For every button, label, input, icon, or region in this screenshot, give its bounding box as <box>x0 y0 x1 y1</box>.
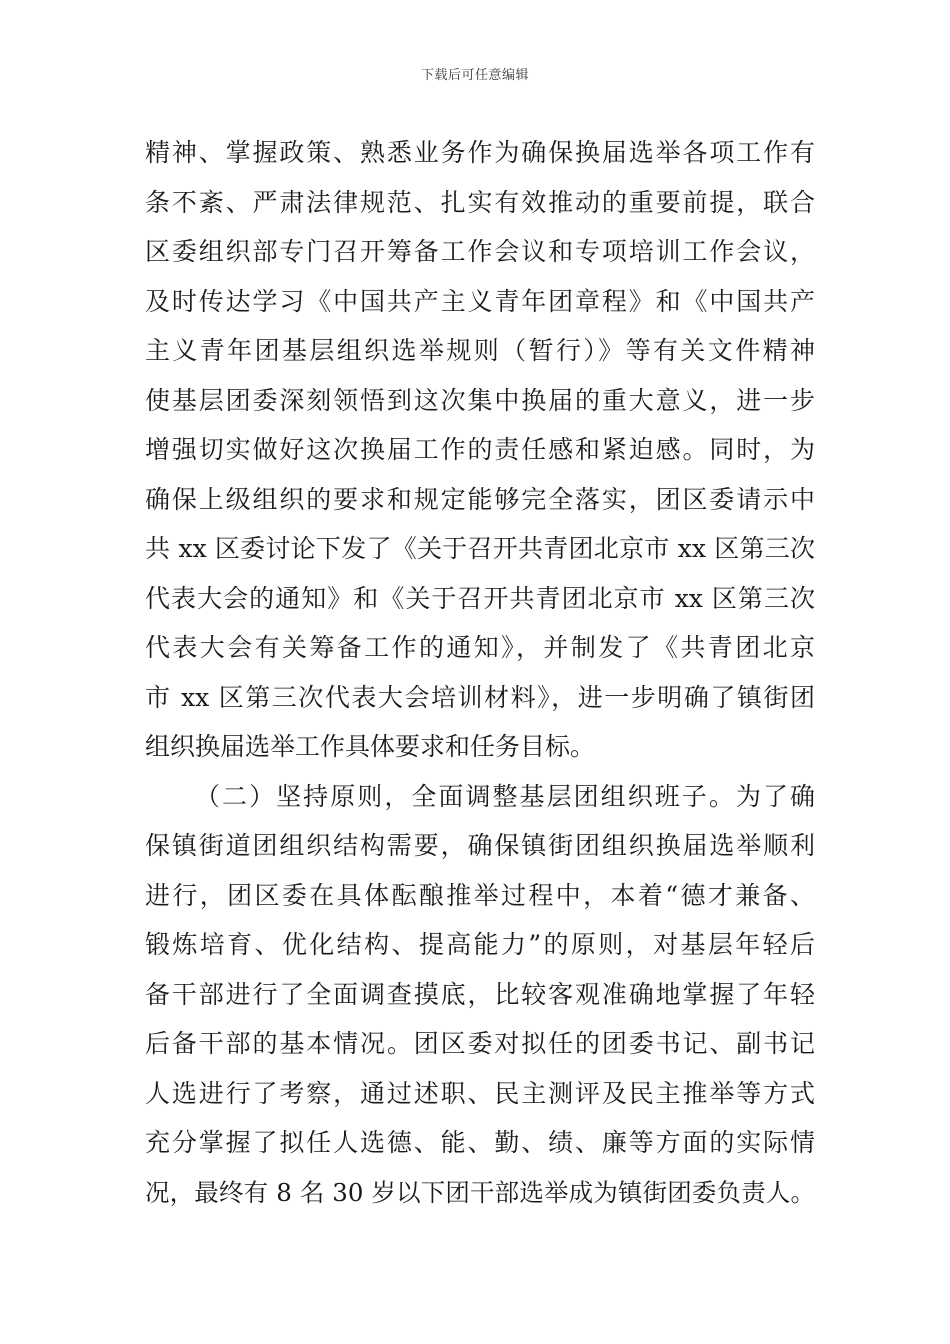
text-line: 使基层团委深刻领悟到这次集中换届的重大意义，进一步 <box>145 385 815 415</box>
text-line: 况，最终有 8 名 30 岁以下团干部选举成为镇街团委负责人。 <box>145 1177 815 1207</box>
text-line: 区委组织部专门召开筹备工作会议和专项培训工作会议， <box>145 237 815 266</box>
text-line: 代表大会有关筹备工作的通知》，并制发了《共青团北京 <box>145 633 815 662</box>
text-line: 增强切实做好这次换届工作的责任感和紧迫感。同时，为 <box>145 435 815 464</box>
text-line: 后备干部的基本情况。团区委对拟任的团委书记、副书记 <box>145 1029 815 1058</box>
text-line: 主义青年团基层组织选举规则（暂行）》等有关文件精神 <box>145 336 815 365</box>
text-line: 代表大会的通知》和《关于召开共青团北京市 xx 区第三次 <box>145 583 815 613</box>
paragraph-end-line: 组织换届选举工作具体要求和任务目标。 <box>145 732 596 761</box>
text-line: 市 xx 区第三次代表大会培训材料》，进一步明确了镇街团 <box>145 682 815 712</box>
text-line: 条不紊、严肃法律规范、扎实有效推动的重要前提，联合 <box>145 187 815 217</box>
section-heading-line: （二）坚持原则，全面调整基层团组织班子。为了确 <box>195 781 815 811</box>
text-line: 备干部进行了全面调查摸底，比较客观准确地掌握了年轻 <box>145 979 815 1009</box>
text-line: 保镇街道团组织结构需要，确保镇街团组织换届选举顺利 <box>145 831 815 860</box>
document-body <box>145 128 815 1217</box>
text-line: 及时传达学习《中国共产主义青年团章程》和《中国共产 <box>145 286 815 316</box>
text-line: 确保上级组织的要求和规定能够完全落实，团区委请示中 <box>145 484 815 514</box>
text-line: 进行，团区委在具体酝酿推举过程中，本着“德才兼备、 <box>145 880 815 910</box>
text-line: 精神、掌握政策、熟悉业务作为确保换届选举各项工作有 <box>145 138 815 167</box>
text-line: 充分掌握了拟任人选德、能、勤、绩、廉等方面的实际情 <box>145 1128 815 1157</box>
text-line: 锻炼培育、优化结构、提高能力”的原则，对基层年轻后 <box>145 930 815 959</box>
text-line: 共 xx 区委讨论下发了《关于召开共青团北京市 xx 区第三次 <box>145 534 815 563</box>
text-line: 人选进行了考察，通过述职、民主测评及民主推举等方式 <box>145 1078 815 1108</box>
header-note: 下载后可任意编辑 <box>420 68 529 83</box>
